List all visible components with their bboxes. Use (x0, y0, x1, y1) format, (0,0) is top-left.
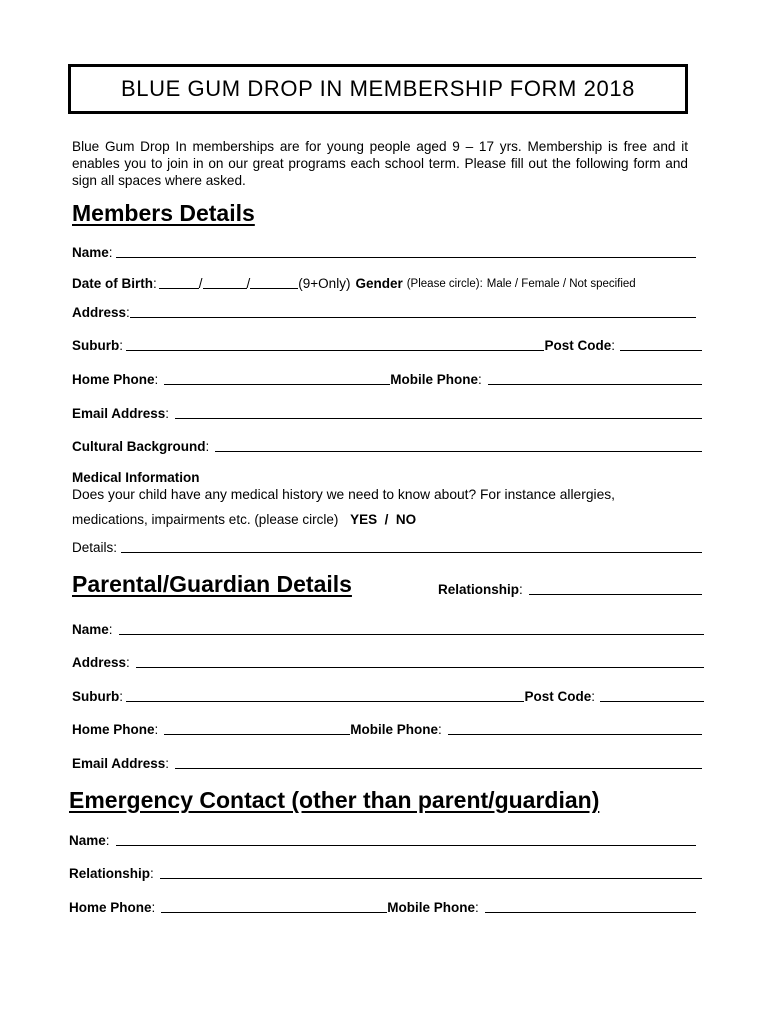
dob-month-field[interactable] (203, 276, 247, 289)
emergency-relationship-label: Relationship (69, 866, 151, 881)
member-cultural-field[interactable] (215, 439, 702, 452)
member-mobile-phone-field[interactable] (488, 372, 702, 385)
emergency-heading: Emergency Contact (other than parent/guardian) (69, 787, 600, 813)
member-cultural-row: Cultural Background : (72, 436, 702, 454)
emergency-phone-row: Home Phone : Mobile Phone : (69, 897, 696, 915)
member-home-phone-field[interactable] (164, 372, 390, 385)
gender-label: Gender (355, 276, 403, 291)
medical-details-row: Details : (72, 537, 702, 555)
medical-details-label: Details (72, 540, 114, 555)
parental-suburb-field[interactable] (126, 689, 524, 702)
medical-question-line2 (72, 512, 416, 527)
medical-details-field[interactable] (121, 540, 702, 553)
parental-relationship-field[interactable] (529, 582, 702, 595)
member-dob-row: Date of Birth : / / (9+Only) Gender (Please circle) : Male / Female / Not specified (72, 276, 636, 291)
parental-mobile-phone-field[interactable] (448, 722, 702, 735)
member-name-row: Name : (72, 242, 696, 260)
gender-options[interactable]: Male / Female / Not specified (486, 278, 636, 290)
emergency-home-phone-field[interactable] (161, 900, 387, 913)
medical-question: Does your child have any medical history we need to know about? For instance allergies, (72, 487, 615, 502)
member-address-label: Address (72, 305, 127, 320)
parental-address-field[interactable] (136, 655, 704, 668)
emergency-name-field[interactable] (116, 833, 696, 846)
member-suburb-row: Suburb : Post Code : (72, 335, 702, 353)
member-email-label: Email Address (72, 406, 166, 421)
form-title-box (68, 64, 688, 114)
member-postcode-field[interactable] (620, 338, 702, 351)
member-name-label: Name (72, 245, 109, 260)
parental-name-row: Name : (72, 619, 704, 637)
dob-note: (9+Only) (298, 276, 351, 291)
member-postcode-label: Post Code (544, 338, 612, 353)
parental-home-phone-label: Home Phone (72, 722, 155, 737)
parental-postcode-label: Post Code (524, 689, 592, 704)
emergency-relationship-field[interactable] (160, 866, 702, 879)
medical-yes-no[interactable]: YES / NO (350, 512, 417, 527)
parental-name-field[interactable] (119, 622, 704, 635)
emergency-name-label: Name (69, 833, 106, 848)
parental-relationship-label: Relationship (438, 582, 520, 597)
dob-year-field[interactable] (250, 276, 298, 289)
emergency-mobile-phone-field[interactable] (485, 900, 696, 913)
parental-address-label: Address (72, 655, 127, 670)
dob-day-field[interactable] (159, 276, 199, 289)
parental-relationship-row: Relationship : (438, 579, 702, 597)
members-heading: Members Details (72, 200, 255, 226)
parental-mobile-phone-label: Mobile Phone (350, 722, 439, 737)
member-address-field[interactable] (130, 305, 696, 318)
emergency-home-phone-label: Home Phone (69, 900, 152, 915)
emergency-name-row: Name : (69, 830, 696, 848)
member-name-field[interactable] (116, 245, 696, 258)
parental-email-row: Email Address : (72, 753, 702, 771)
parental-postcode-field[interactable] (600, 689, 704, 702)
member-email-field[interactable] (175, 406, 702, 419)
member-email-row: Email Address : (72, 403, 702, 421)
parental-suburb-label: Suburb (72, 689, 120, 704)
parental-email-field[interactable] (175, 756, 702, 769)
medical-question-2: medications, impairments etc. (please circle) (72, 512, 339, 527)
member-home-phone-label: Home Phone (72, 372, 155, 387)
parental-email-label: Email Address (72, 756, 166, 771)
member-address-row: Address : (72, 302, 696, 320)
parental-heading: Parental/Guardian Details (72, 571, 352, 597)
medical-heading: Medical Information (72, 470, 200, 485)
parental-suburb-row: Suburb : Post Code : (72, 686, 704, 704)
member-cultural-label: Cultural Background (72, 439, 206, 454)
member-mobile-phone-label: Mobile Phone (390, 372, 479, 387)
member-dob-label: Date of Birth (72, 276, 153, 291)
member-suburb-field[interactable] (126, 338, 544, 351)
parental-name-label: Name (72, 622, 109, 637)
parental-phone-row: Home Phone : Mobile Phone : (72, 719, 702, 737)
member-phone-row: Home Phone : Mobile Phone : (72, 369, 702, 387)
emergency-relationship-row: Relationship : (69, 863, 702, 881)
parental-address-row: Address : (72, 652, 704, 670)
parental-home-phone-field[interactable] (164, 722, 350, 735)
form-title: BLUE GUM DROP IN MEMBERSHIP FORM 2018 (120, 76, 636, 101)
intro-paragraph: Blue Gum Drop In memberships are for young people aged 9 – 17 yrs. Membership is free and it enables you to join in on our great programs each school term. Please fill out the following form and sign all spaces where asked. (72, 139, 688, 188)
member-suburb-label: Suburb (72, 338, 120, 353)
gender-note: (Please circle) (406, 278, 480, 290)
emergency-mobile-phone-label: Mobile Phone (387, 900, 476, 915)
